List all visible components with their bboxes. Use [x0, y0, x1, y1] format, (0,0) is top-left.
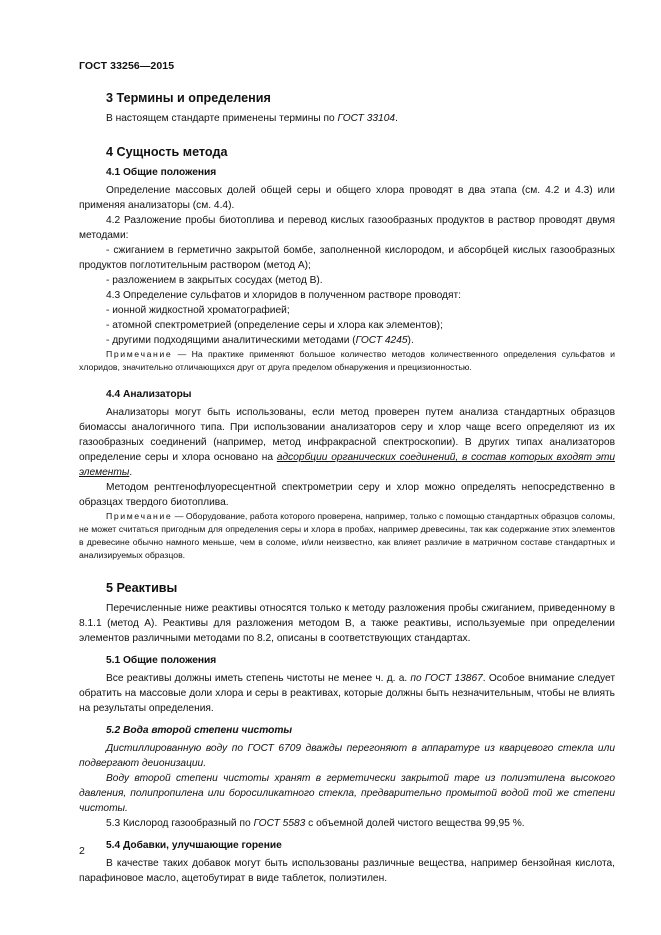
subsection-5-4-title: 5.4 Добавки, улучшающие горение — [106, 840, 282, 851]
section-3-title: 3 Термины и определения — [106, 91, 271, 105]
list-item: - разложением в закрытых сосудах (метод В). — [106, 275, 323, 286]
note-label: Примечание — [106, 349, 173, 359]
list-item: - сжиганием в герметично закрытой бомбе, заполненной кислородом, и абсорбцей кислых газообразных продуктов поглотительным раствором (метод А); — [79, 245, 615, 271]
note-text: — На практике применяют большое количество методов количественного определения сульфатов и хлоридов, значительно отличающихся друг от друга пределом обнаружения и прецизионностью. — [79, 349, 615, 372]
running-header: ГОСТ 33256—2015 — [79, 60, 175, 72]
note — [79, 348, 615, 374]
subsection-5-1-title: 5.1 Общие положения — [106, 655, 217, 666]
text: . — [395, 113, 398, 124]
paragraph: Определение массовых долей общей серы и общего хлора проводят в два этапа (см. 4.2 и 4.3) или применяя анализаторы (см. 4.4). — [79, 185, 615, 211]
page-content — [79, 90, 615, 886]
text: с объемной долей чистого вещества 99,95 %. — [305, 818, 525, 829]
standard-reference: ГОСТ 4245 — [355, 335, 408, 346]
text: . Особое внимание следует обратить на массовые доли хлора и серы в реактивах, которые должны быть незначительным, чтобы не влиять на результаты определения. — [79, 673, 615, 714]
text: 5.3 Кислород газообразный по — [106, 818, 254, 829]
standard-reference: ГОСТ 5583 — [253, 818, 306, 829]
paragraph — [79, 671, 615, 716]
page-number: 2 — [79, 845, 85, 857]
note-label: Примечание — [106, 511, 173, 521]
paragraph: 4.2 Разложение пробы биотоплива и перевод кислых газообразных продуктов в раствор проводят двумя методами: — [79, 215, 615, 241]
paragraph: В качестве таких добавок могут быть использованы различные вещества, например бензойная кислота, парафиновое масло, ацетобутират в виде таблеток, полиэтилен. — [79, 858, 615, 884]
paragraph — [79, 816, 615, 831]
subsection-4-4-title: 4.4 Анализаторы — [106, 389, 192, 400]
text: Все реактивы должны иметь степень чистоты не менее ч. д. а. — [106, 673, 411, 684]
paragraph — [79, 405, 615, 480]
section-5-title: 5 Реактивы — [106, 581, 178, 595]
paragraph: 4.3 Определение сульфатов и хлоридов в полученном растворе проводят: — [106, 290, 462, 301]
text: В настоящем стандарте применены термины по — [106, 113, 338, 124]
note-text: — Оборудование, работа которого проверена, например, только с помощью стандартных образцов соломы, не может считаться пригодным для определения серы и хлора в пробах, например древесины, так как содержание этих элементов в древесине обычно намного меньше, чем в соломе, и/или неизвестно, как влияет различие в матричном составе стандартных и анализируемых образцов. — [79, 511, 615, 560]
paragraph: Воду второй степени чистоты хранят в герметически закрытой таре из полиэтилена высокого давления, полипропилена или боросиликатного стекла, предварительно промытой водой той же степени чистоты. — [79, 773, 615, 814]
text: - другими подходящими аналитическими методами ( — [106, 335, 356, 346]
standard-reference: ГОСТ 33104 — [337, 113, 396, 124]
underlined-phrase: адсорбции органических соединений, в состав которых входят эти элементы — [79, 452, 615, 478]
list-item — [79, 333, 615, 348]
paragraph: Методом рентгенофлуоресцентной спектрометрии серу и хлор можно определять непосредственно в образцах твердого биотоплива. — [79, 482, 615, 508]
subsection-4-1-title: 4.1 Общие положения — [106, 167, 217, 178]
text: . — [129, 467, 133, 478]
section-4-title: 4 Сущность метода — [106, 145, 228, 159]
list-item: - атомной спектрометрией (определение серы и хлора как элементов); — [106, 320, 443, 331]
subsection-5-2-title: 5.2 Вода второй степени чистоты — [106, 725, 293, 736]
note — [79, 510, 615, 562]
list-item: - ионной жидкостной хроматографией; — [106, 305, 290, 316]
paragraph: Дистиллированную воду по ГОСТ 6709 дважды перегоняют в аппаратуре из кварцевого стекла или подвергают деионизации. — [79, 743, 615, 769]
paragraph: Перечисленные ниже реактивы относятся только к методу разложения пробы сжиганием, приведенному в 8.1.1 (метод А). Реактивы для разложения методом В, а также реактивы, используемые при определении элементов различными методами по 8.2, описаны в соответствующих стандартах. — [79, 603, 615, 644]
text: ). — [407, 335, 414, 346]
standard-reference: по ГОСТ 13867 — [410, 673, 483, 684]
text: Анализаторы могут быть использованы, если метод проверен путем анализа стандартных образцов биомассы аналогичного типа. При использовании анализаторов серу и хлор чаще всего определяют из их газообразных соединений (например, метод инфракрасной спектроскопии). В других типах анализаторов определение серы и хлора основано на — [79, 407, 615, 463]
section-3-paragraph — [79, 111, 615, 126]
